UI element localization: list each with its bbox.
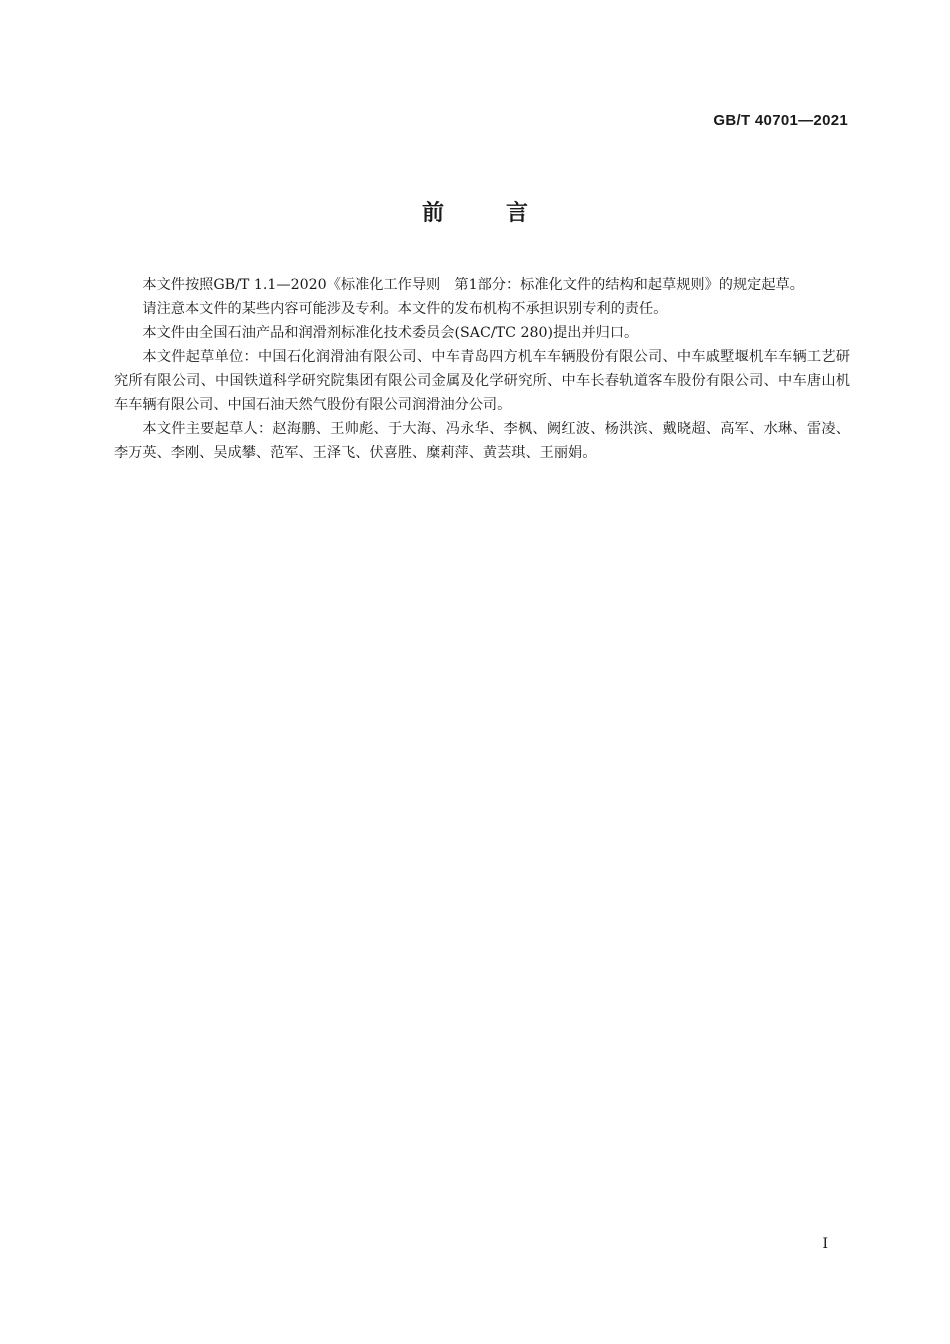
paragraph-patent-notice: 请注意本文件的某些内容可能涉及专利。本文件的发布机构不承担识别专利的责任。 (142, 301, 668, 317)
paragraph-proposer: 本文件由全国石油产品和润滑剂标准化技术委员会(SAC/TC 280)提出并归口。 (142, 325, 639, 341)
foreword-body (114, 273, 850, 465)
paragraph-drafting-rules: 本文件按照GB/T 1.1—2020《标准化工作导则 第1部分：标准化文件的结构和起草规则》的规定起草。 (142, 277, 804, 293)
page-number: I (822, 1236, 828, 1252)
paragraph-drafting-units: 本文件起草单位：中国石化润滑油有限公司、中车青岛四方机车车辆股份有限公司、中车戚墅堰机车车辆工艺研究所有限公司、中国铁道科学研究院集团有限公司金属及化学研究所、中车长春轨道客车股份有限公司、中车唐山机车车辆有限公司、中国石油天然气股份有限公司润滑油分公司。 (114, 349, 850, 413)
standard-number: GB/T 40701—2021 (713, 112, 848, 129)
paragraph-drafters: 本文件主要起草人：赵海鹏、王帅彪、于大海、冯永华、李枫、阙红波、杨洪滨、戴晓超、高军、水琳、雷凌、李万英、李刚、吴成攀、范军、王泽飞、伏喜胜、糜莉萍、黄芸琪、王丽娟。 (114, 421, 850, 461)
page-title: 前言 (421, 201, 590, 226)
